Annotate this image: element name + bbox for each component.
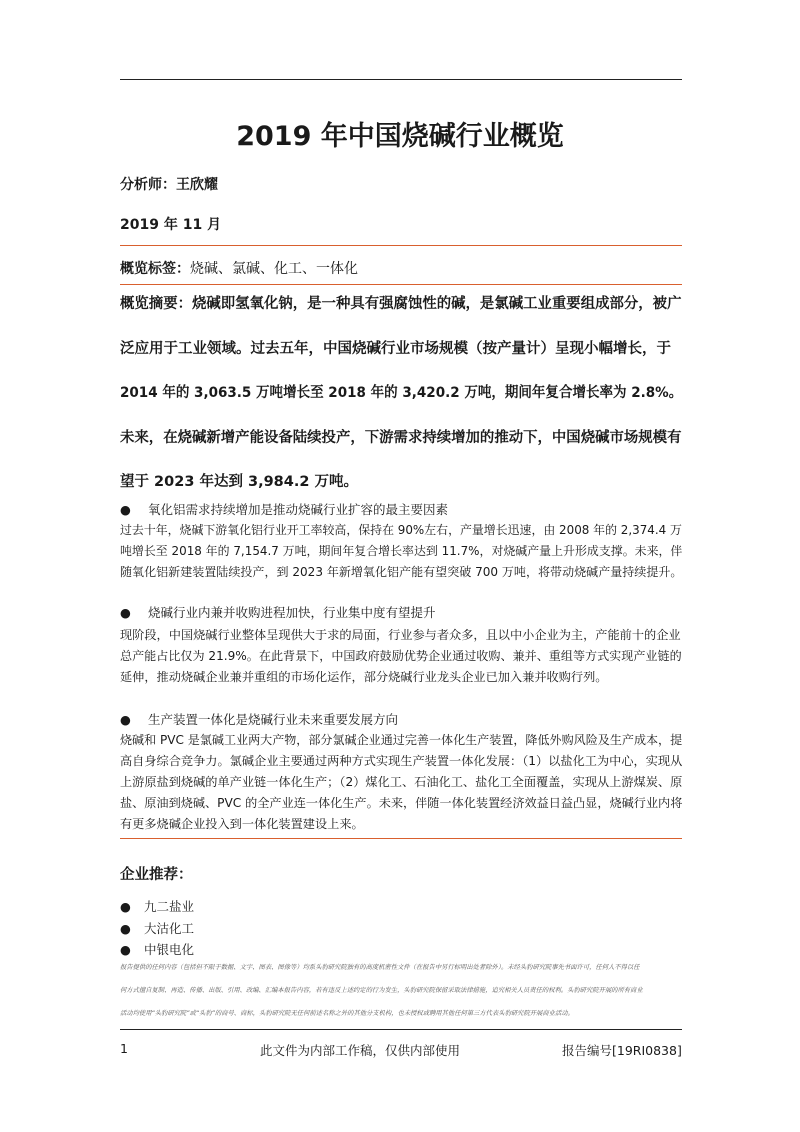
disclaimer-line: 活动均使用“头豹研究院”或“头豹”的商号、商标，头豹研究院无任何前述名称之外的其他分支机构，也未授权或聘用其他任何第三方代表头豹研究院开展商业活动。 <box>120 1010 574 1017</box>
paragraph-line: 总产能占比仅为 21.9%。在此背景下，中国政府鼓励优势企业通过收购、兼并、重组等方式实现产业链的 <box>120 649 682 663</box>
bullet-icon: ● <box>120 712 131 727</box>
footer-notice: 此文件为内部工作稿，仅供内部使用 <box>260 1043 461 1058</box>
report-date: 2019 年 11 月 <box>120 217 222 233</box>
summary-line: 未来，在烧碱新增产能设备陆续投产，下游需求持续增加的推动下，中国烧碱市场规模有 <box>120 430 682 446</box>
enterprise-name: 大沽化工 <box>144 921 195 936</box>
disclaimer-line: 何方式擅自复制、再造、传播、出版、引用、改编、汇编本报告内容，若有违反上述约定的行为发生，头豹研究院保留采取法律措施，追究相关人员责任的权利。头豹研究院开展的所有商业 <box>120 987 643 994</box>
enterprise-title: 企业推荐： <box>120 867 193 883</box>
page-number: 1 <box>120 1041 128 1056</box>
summary-line: 概览摘要：烧碱即氢氧化钠，是一种具有强腐蚀性的碱，是氯碱工业重要组成部分，被广 <box>120 296 682 312</box>
section-heading-text: 生产装置一体化是烧碱行业未来重要发展方向 <box>148 712 399 727</box>
paragraph-line: 现阶段，中国烧碱行业整体呈现供大于求的局面，行业参与者众多，且以中小企业为主，产能前十的企业 <box>120 628 681 642</box>
summary-line: 望于 2023 年达到 3,984.2 万吨。 <box>120 474 359 490</box>
bullet-icon: ● <box>120 942 131 957</box>
analyst: 分析师：王欣耀 <box>120 177 218 193</box>
divider-red <box>120 838 682 839</box>
bullet-icon: ● <box>120 605 131 620</box>
paragraph-line: 延伸，推动烧碱企业兼并重组的市场化运作，部分烧碱行业龙头企业已加入兼并收购行列。 <box>120 670 608 684</box>
report-number: 报告编号[19RI0838] <box>562 1043 682 1058</box>
divider-red <box>120 245 682 246</box>
bullet-icon: ● <box>120 899 131 914</box>
tags-value: 烧碱、氯碱、化工、一体化 <box>190 261 358 277</box>
top-rule <box>120 79 682 80</box>
summary-line: 泛应用于工业领域。过去五年，中国烧碱行业市场规模（按产量计）呈现小幅增长，于 <box>120 341 671 357</box>
disclaimer-line: 报告提供的任何内容（包括但不限于数据、文字、图表、图像等）均系头豹研究院独有的高度机密性文件（在报告中另行标明出处者除外）。未经头豹研究院事先书面许可，任何人不得以任 <box>120 964 640 971</box>
paragraph-line: 盐、原油到烧碱、PVC 的全产业连一体化生产。未来，伴随一体化装置经济效益日益凸显，烧碱行业内将 <box>120 796 683 810</box>
paragraph-line: 随氧化铝新建装置陆续投产，到 2023 年新增氧化铝产能有望突破 700 万吨，将带动烧碱产量持续提升。 <box>120 565 683 579</box>
section-heading <box>120 710 398 728</box>
section-heading-text: 烧碱行业内兼并收购进程加快，行业集中度有望提升 <box>148 605 436 620</box>
paragraph-line: 上游原盐到烧碱的单产业链一体化生产；（2）煤化工、石油化工、盐化工全面覆盖，实现从上游煤炭、原 <box>120 775 683 789</box>
footer-rule <box>120 1029 682 1030</box>
section-heading <box>120 603 436 621</box>
tags-label: 概览标签： <box>120 261 190 277</box>
paragraph-line: 烧碱和 PVC 是氯碱工业两大产物，部分氯碱企业通过完善一体化生产装置，降低外购风险及生产成本，提 <box>120 733 683 747</box>
enterprise-item <box>120 897 194 915</box>
section-heading <box>120 500 448 518</box>
bullet-icon: ● <box>120 502 131 517</box>
paragraph-line: 有更多烧碱企业投入到一体化装置建设上来。 <box>120 817 364 831</box>
tags-line <box>120 258 358 278</box>
divider-red <box>120 284 682 285</box>
paragraph-line: 过去十年，烧碱下游氧化铝行业开工率较高，保持在 90%左右，产量增长迅速，由 2008 年的 2,374.4 万 <box>120 523 682 537</box>
enterprise-item <box>120 940 194 958</box>
enterprise-name: 九二盐业 <box>144 899 195 914</box>
enterprise-name: 中银电化 <box>144 942 195 957</box>
paragraph-line: 吨增长至 2018 年的 7,154.7 万吨，期间年复合增长率达到 11.7%，对烧碱产量上升形成支撑。未来，伴 <box>120 544 683 558</box>
section-heading-text: 氧化铝需求持续增加是推动烧碱行业扩容的最主要因素 <box>148 502 449 517</box>
page-title: 2019 年中国烧碱行业概览 <box>236 121 564 152</box>
paragraph-line: 高自身综合竞争力。氯碱企业主要通过两种方式实现生产装置一体化发展：（1）以盐化工为中心，实现从 <box>120 754 683 768</box>
enterprise-item <box>120 919 194 937</box>
summary-line: 2014 年的 3,063.5 万吨增长至 2018 年的 3,420.2 万吨，期间年复合增长率为 2.8%。 <box>120 385 683 401</box>
bullet-icon: ● <box>120 921 131 936</box>
